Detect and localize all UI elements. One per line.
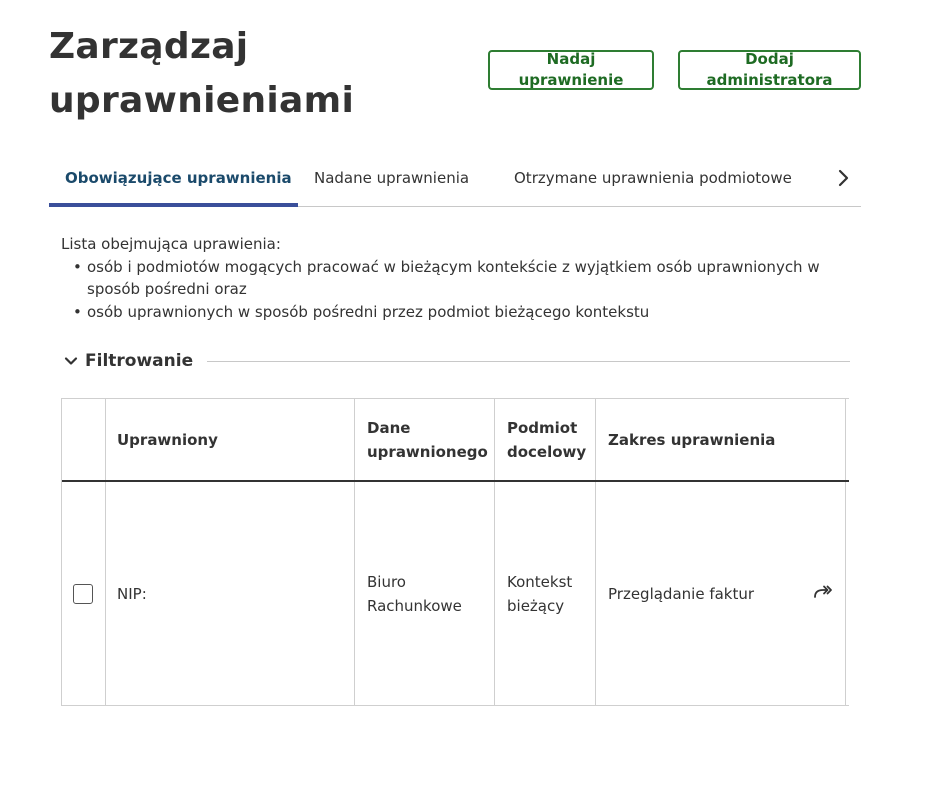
header-target-entity-line2: docelowy — [507, 442, 587, 461]
add-administrator-label-1: Dodaj — [745, 50, 794, 68]
description-item: • osób uprawnionych w sposób pośredni przez podmiot bieżącego kontekstu — [61, 301, 851, 324]
header-authorized-data[interactable] — [367, 399, 492, 480]
filter-divider — [207, 361, 850, 362]
column-divider — [354, 399, 355, 705]
description-item: • osób i podmiotów mogących pracować w bieżącym kontekście z wyjątkiem osób uprawnionych w sposób pośredni oraz — [61, 256, 851, 301]
chevron-down-icon — [62, 352, 80, 370]
share-forward-icon[interactable] — [812, 581, 834, 603]
chevron-right-icon[interactable] — [831, 166, 855, 190]
column-divider — [845, 399, 846, 705]
column-divider — [595, 399, 596, 705]
header-authorized[interactable]: Uprawniony — [117, 430, 218, 449]
list-description — [61, 233, 851, 323]
page-title-line2: uprawnieniami — [49, 80, 355, 121]
cell-permission-scope: Przeglądanie faktur — [608, 585, 755, 603]
grant-permission-button[interactable] — [488, 50, 654, 90]
add-administrator-button[interactable] — [678, 50, 861, 90]
header-target-entity-line1: Podmiot — [507, 418, 578, 437]
tab-received-entity-permissions[interactable]: Otrzymane uprawnienia podmiotowe — [514, 169, 792, 187]
add-administrator-label-2: administratora — [706, 71, 833, 89]
description-list — [61, 256, 851, 324]
cell-authorized-data — [367, 482, 492, 706]
filter-section-toggle[interactable] — [62, 347, 850, 375]
page-title-line1: Zarządzaj — [49, 26, 249, 67]
cell-target-entity-line1: Kontekst — [507, 573, 573, 591]
header-authorized-data-line2: uprawnionego — [367, 442, 488, 461]
description-intro: Lista obejmująca uprawienia: — [61, 235, 281, 253]
cell-target-entity-line2: bieżący — [507, 597, 565, 615]
permissions-tabs — [49, 158, 861, 207]
permissions-table — [61, 398, 849, 706]
header-authorized-data-line1: Dane — [367, 418, 411, 437]
tab-granted-permissions[interactable]: Nadane uprawnienia — [314, 169, 470, 187]
grant-permission-label-1: Nadaj — [546, 50, 596, 68]
cell-target-entity — [507, 482, 595, 706]
column-divider — [105, 399, 106, 705]
filter-label: Filtrowanie — [85, 351, 194, 371]
row-select-checkbox[interactable] — [73, 584, 93, 604]
cell-authorized-data-line1: Biuro — [367, 573, 406, 591]
cell-authorized-data-line2: Rachunkowe — [367, 597, 462, 615]
header-permission-scope[interactable]: Zakres uprawnienia — [608, 430, 776, 449]
cell-authorized: NIP: — [117, 585, 147, 603]
header-target-entity[interactable] — [507, 399, 595, 480]
grant-permission-label-2: uprawnienie — [518, 71, 624, 89]
column-divider — [494, 399, 495, 705]
page-title — [49, 20, 354, 128]
tab-current-permissions[interactable]: Obowiązujące uprawnienia — [49, 158, 298, 206]
